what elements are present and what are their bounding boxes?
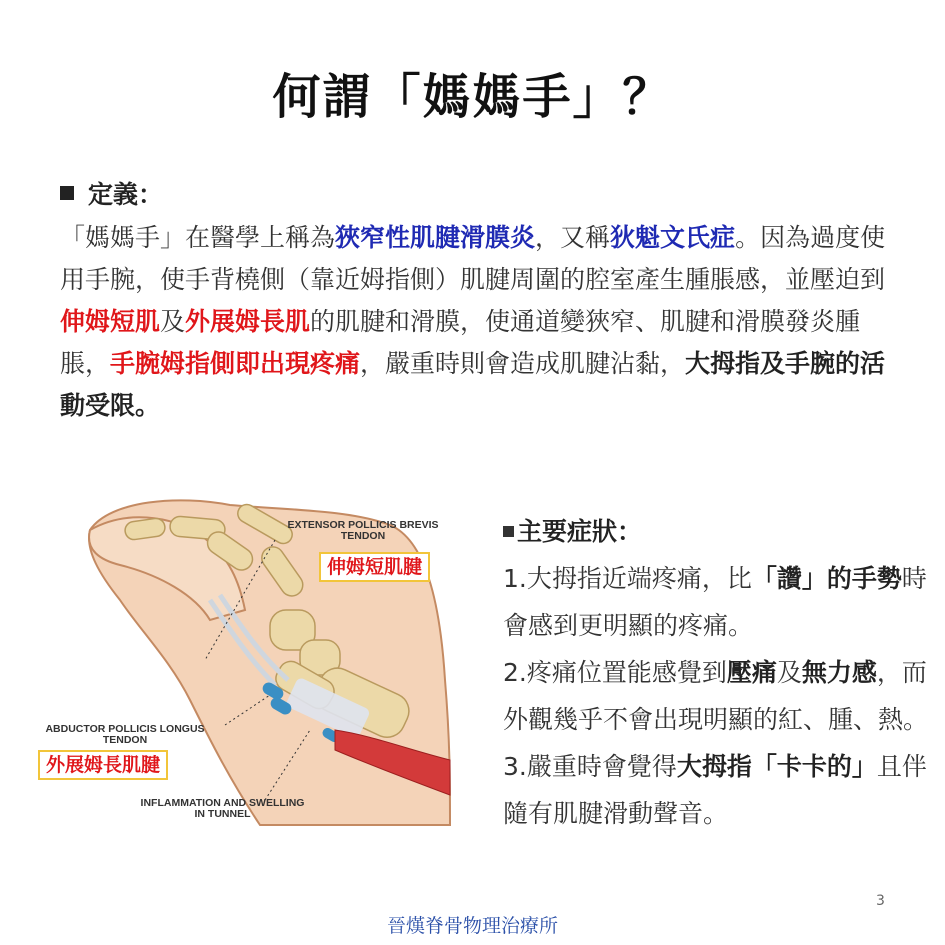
symptom-segment-bold: 大拇指「卡卡的」	[676, 752, 877, 781]
symptom-segment: 時會感到更明顯的疼痛。	[503, 564, 927, 640]
symptom-segment-bold: 無力感	[801, 658, 877, 687]
symptom-segment: 3.嚴重時會覺得	[503, 752, 677, 781]
def-segment: 及	[160, 307, 186, 336]
symptoms-section	[503, 508, 943, 837]
symptom-segment: 2.疼痛位置能感覺到	[503, 658, 727, 687]
symptoms-heading	[503, 508, 943, 555]
epb-chinese-label: 伸姆短肌腱	[319, 552, 430, 582]
def-segment-highlight: 伸姆短肌	[60, 307, 161, 336]
def-segment: 。因為過度使用手腕，使手背橈側（靠近姆指側）肌腱周圍的腔室產生腫脹感，並壓迫到	[60, 223, 886, 294]
square-bullet-icon	[60, 186, 74, 200]
def-segment-term: 狄魁文氏症	[610, 223, 736, 252]
def-segment-bold: 大拇指及手腕的活動受限。	[60, 349, 886, 420]
definition-body	[60, 217, 896, 427]
symptom-item	[503, 743, 943, 837]
apl-chinese-label: 外展姆長肌腱	[38, 750, 168, 780]
symptoms-heading-text: 主要症狀：	[517, 517, 643, 546]
symptom-segment: 且伴隨有肌腱滑動聲音。	[503, 752, 927, 828]
def-segment-term: 狹窄性肌腱滑膜炎	[335, 223, 536, 252]
apl-tendon-label: ABDUCTOR POLLICIS LONGUS TENDON	[45, 723, 205, 746]
inflammation-label: INFLAMMATION AND SWELLING IN TUNNEL	[140, 797, 305, 820]
symptom-item	[503, 649, 943, 743]
square-bullet-icon	[503, 526, 514, 537]
def-segment: ，嚴重時則會造成肌腱沾黏，	[360, 349, 686, 378]
footer-clinic-name: 晉熯脊骨物理治療所	[386, 915, 558, 937]
def-segment-highlight: 手腕姆指側即出現疼痛	[110, 349, 361, 378]
def-segment: ，又稱	[535, 223, 611, 252]
epb-tendon-label: EXTENSOR POLLICIS BREVIS TENDON	[287, 519, 439, 542]
page-title: 何謂「媽媽手」？	[272, 69, 673, 125]
definition-heading-text: 定義：	[88, 180, 164, 209]
page-number: 3	[876, 893, 885, 909]
def-segment: 「媽媽手」在醫學上稱為	[60, 223, 336, 252]
symptom-segment: 及	[776, 658, 802, 687]
def-segment-highlight: 外展姆長肌	[185, 307, 311, 336]
symptom-segment-bold: 「讚」的手勢	[751, 564, 902, 593]
def-segment: 的肌腱和滑膜，使通道變狹窄、肌腱和滑膜發炎腫脹，	[60, 307, 861, 378]
wrist-anatomy-figure	[30, 480, 470, 840]
symptom-segment-bold: 壓痛	[726, 658, 777, 687]
symptom-segment: ，而外觀幾乎不會出現明顯的紅、腫、熱。	[503, 658, 929, 734]
definition-heading	[60, 175, 163, 211]
symptom-segment: 1.大拇指近端疼痛，比	[503, 564, 752, 593]
symptom-item	[503, 555, 943, 649]
